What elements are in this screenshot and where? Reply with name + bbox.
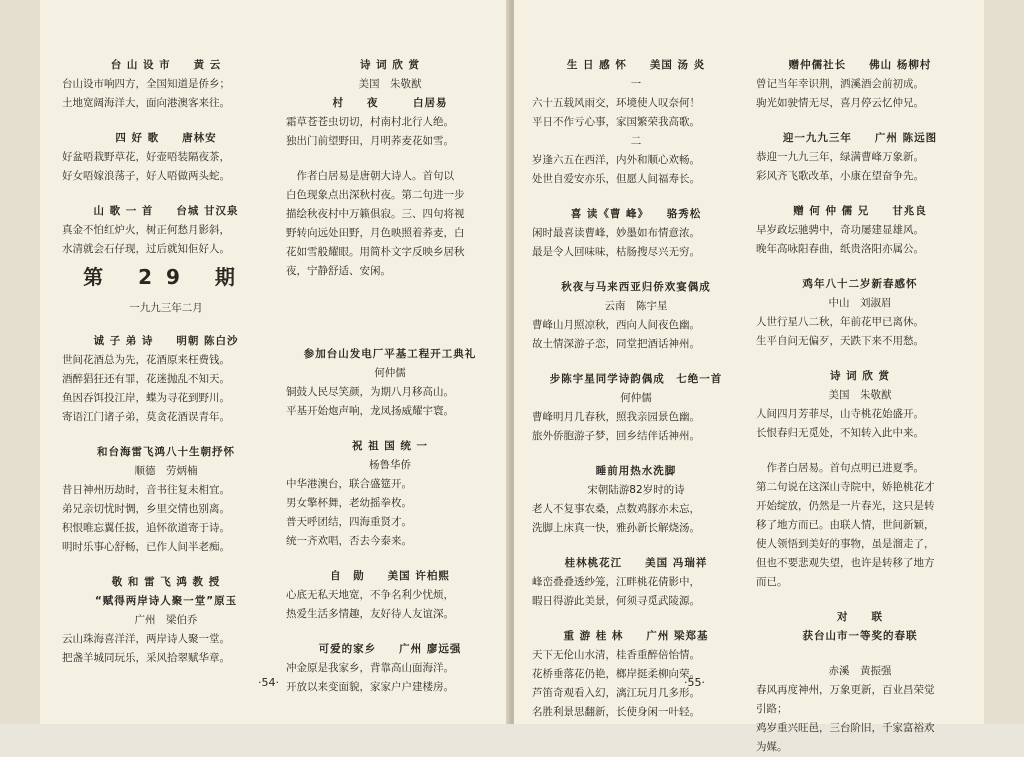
text-line: 六十五载风雨交，环境使人叹奈何！ (532, 97, 700, 109)
text-line: 芦笛奇观看入幻，漓江玩月几多形。 (532, 687, 700, 699)
spacer (286, 151, 494, 167)
spacer (286, 329, 494, 345)
poem-title: 和台海雷飞鸿八十生朝抒怀 (97, 446, 235, 458)
text-line: 名胜利景思翻新，长使身闲一叶轻。 (532, 706, 700, 718)
poem-title: 重 游 桂 林 广州 梁郑基 (563, 630, 709, 642)
author-line: 美国 朱敬猷 (828, 389, 892, 401)
spacer (62, 186, 270, 202)
poem-title: 四 好 歌 唐林安 (115, 132, 217, 144)
left-column-2-body (286, 56, 494, 697)
poem-title: 获台山市一等奖的春联 (802, 630, 918, 642)
poem-title: 秋夜与马来西亚归侨欢宴偶成 (561, 281, 711, 293)
poem-title: 祝 祖 国 统 一 (351, 440, 429, 452)
text-line: 恭迎一九九三年，绿满曹峰万象新。 (756, 151, 924, 163)
text-line: 寄语江门诸子弟，莫贪花酒误青年。 (62, 411, 230, 423)
text-line: 为媒。 (756, 741, 788, 753)
text-line: 开放以来变面貌，家家户户建楼房。 (286, 681, 454, 693)
issue-date: 一九九三年二月 (129, 302, 203, 314)
spacer (62, 113, 270, 129)
author-line: 赤溪 黄振强 (828, 665, 892, 677)
poem-title: 喜 读《曹 峰》 骆秀松 (570, 208, 702, 220)
text-line: 热爱生活多情趣，友好待人友谊深。 (286, 608, 454, 620)
poem-title: 可爱的家乡 广州 廖远强 (318, 643, 462, 655)
spacer (756, 186, 964, 202)
page-number-left: ·54· (258, 676, 279, 689)
author-line: 广州 梁伯乔 (134, 614, 198, 626)
poem-title: 桂林桃花江 美国 冯瑞祥 (564, 557, 708, 569)
text-line: 冲金原是我家乡，背靠高山面海洋。 (286, 662, 454, 674)
text-line: 而已。 (756, 576, 788, 588)
spacer (756, 592, 964, 608)
text-line: 作者白居易是唐朝大诗人。首句以 (286, 170, 454, 182)
text-line: 但也不要悲观失望，也许是转移了地方 (756, 557, 935, 569)
left-column-1 (62, 56, 270, 668)
text-line: 长恨春归无觅处，不知转入此中来。 (756, 427, 924, 439)
poem-title: 睡前用热水洗脚 (595, 465, 677, 477)
text-line: 平基开始炮声响，龙凤扬威耀宇寰。 (286, 405, 454, 417)
text-line: 曾记当年幸识荆，洒溪酒会前初成。 (756, 78, 924, 90)
author-line: 云南 陈宇星 (604, 300, 668, 312)
text-line: 花桥垂落花仍艳，榔岸挺柔柳向荣。 (532, 668, 700, 680)
text-line: 鱼因吞饵投江岸，蝶为寻花到野川。 (62, 392, 230, 404)
text-line: 彩风齐飞歌改革，小康在望奋争先。 (756, 170, 924, 182)
spacer (532, 611, 740, 627)
text-line: 真金不怕红炉火，树正何愁月影斜， (62, 224, 230, 236)
text-line: 野转向远处田野，月色映照着荞麦，白 (286, 227, 465, 239)
poem-title: 诚 子 弟 诗 明朝 陈白沙 (93, 335, 239, 347)
right-page (514, 0, 984, 753)
text-line: 移了地方而已。由联人情，世间新颖， (756, 519, 935, 531)
author-line: 何仲儒 (620, 392, 652, 404)
text-line: 土地宽阔海洋大，面向港澳客来往。 (62, 97, 230, 109)
right-column-1-body (532, 56, 740, 722)
spacer (286, 624, 494, 640)
text-line: 花如雪般耀眼。用简朴文字反映乡居秋 (286, 246, 465, 258)
text-line: 夜，宁静舒适、安闲。 (286, 265, 391, 277)
page-number-right: ·55· (684, 676, 705, 689)
text-line: 男女擎杯舞，老幼摇拳枚。 (286, 497, 412, 509)
spacer (286, 421, 494, 437)
text-line: 第二句说在这深山寺院中，娇艳桃花才 (756, 481, 935, 493)
poem-title: 参加台山发电厂平基工程开工典礼 (303, 348, 477, 360)
text-line: 暇日得游此美景，何须寻觅武陵源。 (532, 595, 700, 607)
text-line: 春风再度神州，万象更新，百业昌荣觉 (756, 684, 935, 696)
poem-title: 迎一九九三年 广州 陈远图 (782, 132, 938, 144)
text-line: 铜鼓人民尽笑颜，为期八月移高山。 (286, 386, 454, 398)
poem-title: 山 歌 一 首 台城 甘汉泉 (93, 205, 239, 217)
issue-heading: 第 29 期 (83, 265, 249, 289)
author-line: 中山 刘淑眉 (828, 297, 892, 309)
text-line: 心底无私天地宽，不争名利少忧烦， (286, 589, 454, 601)
spacer (286, 551, 494, 567)
spacer (756, 113, 964, 129)
poem-title: 敬 和 雷 飞 鸿 教 授 (111, 576, 221, 588)
text-line: 人世行星八二秋，年前花甲已离休。 (756, 316, 924, 328)
text-line: 好女唔嫁浪荡子，好人唔做两头蛇。 (62, 170, 230, 182)
poem-title: 诗 词 欣 赏 (360, 59, 420, 71)
text-line: 独出门前望野田，月明荞麦花如雪。 (286, 135, 454, 147)
author-line: 何仲儒 (374, 367, 406, 379)
text-line: 普天呼团结，四海重贤才。 (286, 516, 412, 528)
text-line: 霜草苍苍虫切切，村南村北行人绝。 (286, 116, 454, 128)
text-line: 故土情深游子恋，同堂把酒话神州。 (532, 338, 700, 350)
text-line: 峰峦叠叠透纱笼，江畔桃花倩影中， (532, 576, 700, 588)
text-line: 昔日神州历劫时，音书往复未相宜。 (62, 484, 230, 496)
text-line: 处世自爱安亦乐，但愿人间福寿长。 (532, 173, 700, 185)
spacer (532, 446, 740, 462)
poem-title: 赠 何 仲 儒 兄 甘兆良 (793, 205, 927, 217)
spacer (532, 189, 740, 205)
poem-title: 对 联 (837, 611, 883, 623)
text-line: 好盆唔栽野草花，好壶唔装隔夜茶， (62, 151, 230, 163)
text-line: 弟兄亲切忧时惆，乡里交情也别离。 (62, 503, 230, 515)
right-column-2 (756, 56, 964, 757)
text-line: 白色现象点出深秋村夜。第二句进一步 (286, 189, 465, 201)
spacer (756, 351, 964, 367)
spacer (286, 297, 494, 313)
spacer (62, 557, 270, 573)
text-line: 早岁政坛驰骋中，奇功屡建显雄风。 (756, 224, 924, 236)
poem-title: 步陈宇星同学诗韵偶成 七绝一首 (549, 373, 723, 385)
text-line: 最是令人回味味，枯肠搜尽兴无穷。 (532, 246, 700, 258)
text-line: 使人领悟到美好的事物，虽是溜走了， (756, 538, 935, 550)
spacer (756, 646, 964, 662)
text-line: 云山珠海喜洋洋，两岸诗人聚一堂。 (62, 633, 230, 645)
text-line: 世间花酒总为先，花酒原来枉费钱。 (62, 354, 230, 366)
author-line: 二 (630, 135, 642, 147)
spacer (532, 538, 740, 554)
poem-title: 赠仲儒社长 佛山 杨柳村 (788, 59, 932, 71)
text-line: 描绘秋夜村中万籁俱寂。三、四句将视 (286, 208, 465, 220)
text-line: 水清就会石仔现，过后就知佢好人。 (62, 243, 230, 255)
text-line: 生平自问无偏歹，天跌下来不用愁。 (756, 335, 924, 347)
text-line: 人间四月芳菲尽，山寺桃花始盛开。 (756, 408, 924, 420)
text-line: 统一齐欢唱，否去今泰来。 (286, 535, 412, 547)
poem-title: 自 勋 美国 许柏熙 (330, 570, 450, 582)
left-column-2 (286, 56, 494, 697)
text-line: 台山设市响四方，全国知道是侨乡； (62, 78, 230, 90)
spacer (756, 259, 964, 275)
poem-title: “赋得两岸诗人聚一堂”原玉 (94, 595, 238, 607)
text-line: 驹光如驶情无尽，喜月停云忆仲兄。 (756, 97, 924, 109)
text-line: 曹峰山月照凉秋，西向人间夜色幽。 (532, 319, 700, 331)
author-line: 杨鲁华侨 (369, 459, 411, 471)
author-line: 一 (630, 78, 642, 90)
text-line: 老人不复事农桑，点数鸡豚亦未忘， (532, 503, 700, 515)
text-line: 鸡岁重兴旺邑，三台阶旧，千家富裕欢 (756, 722, 935, 734)
right-column-2-body (756, 56, 964, 757)
spacer (62, 427, 270, 443)
text-line: 把盏羊城同玩乐，采风拾翠赋华章。 (62, 652, 230, 664)
spacer (286, 313, 494, 329)
spacer (756, 443, 964, 459)
spacer (286, 281, 494, 297)
text-line: 作者白居易。首句点明已进夏季。 (756, 462, 924, 474)
poem-title: 诗 词 欣 赏 (830, 370, 890, 382)
author-line: 宋朝陆游82岁时的诗 (587, 484, 685, 496)
text-line: 中华港澳台，联合盛筵开。 (286, 478, 412, 490)
text-line: 开始绽放，仍然是一片春光，这只是转 (756, 500, 935, 512)
text-line: 平日不作亏心事，家国繁荣我高歌。 (532, 116, 700, 128)
text-line: 酒醉猖狂还有罪，花迷抛乱不知天。 (62, 373, 230, 385)
text-line: 旅外侨胞游子梦，回乡结伴话神州。 (532, 430, 700, 442)
left-column-1-bottom (62, 332, 270, 668)
author-line: 顺德 劳炳楠 (134, 465, 198, 477)
author-line: 美国 朱敬猷 (358, 78, 422, 90)
text-line: 天下无伦山水清，桂香重醉倍怡情。 (532, 649, 700, 661)
text-line: 积恨唯忘翼任拔，追怀欲道寄于诗。 (62, 522, 230, 534)
spacer (532, 354, 740, 370)
text-line: 明时乐事心舒畅，已作人间半老痴。 (62, 541, 230, 553)
text-line: 岁逢六五在西洋，内外和顺心欢畅。 (532, 154, 700, 166)
right-column-1 (532, 56, 740, 722)
poem-title: 鸡年八十二岁新春感怀 (802, 278, 918, 290)
text-line: 闲时最喜读曹峰，妙墨如布情意浓。 (532, 227, 700, 239)
poem-title: 台 山 设 市 黄 云 (110, 59, 222, 71)
spacer (532, 262, 740, 278)
left-column-1-top (62, 56, 270, 259)
poem-title: 村 夜 白居易 (332, 97, 448, 109)
poem-title: 生 日 感 怀 美国 汤 炎 (566, 59, 706, 71)
text-line: 引路； (756, 703, 788, 715)
text-line: 洗脚上床真一快，雅孙新长解烧汤。 (532, 522, 700, 534)
left-page (40, 0, 510, 724)
text-line: 曹峰明月几春秋，照我亲园景色幽。 (532, 411, 700, 423)
text-line: 晚年高咏阳春曲，纸贵洛阳亦属公。 (756, 243, 924, 255)
